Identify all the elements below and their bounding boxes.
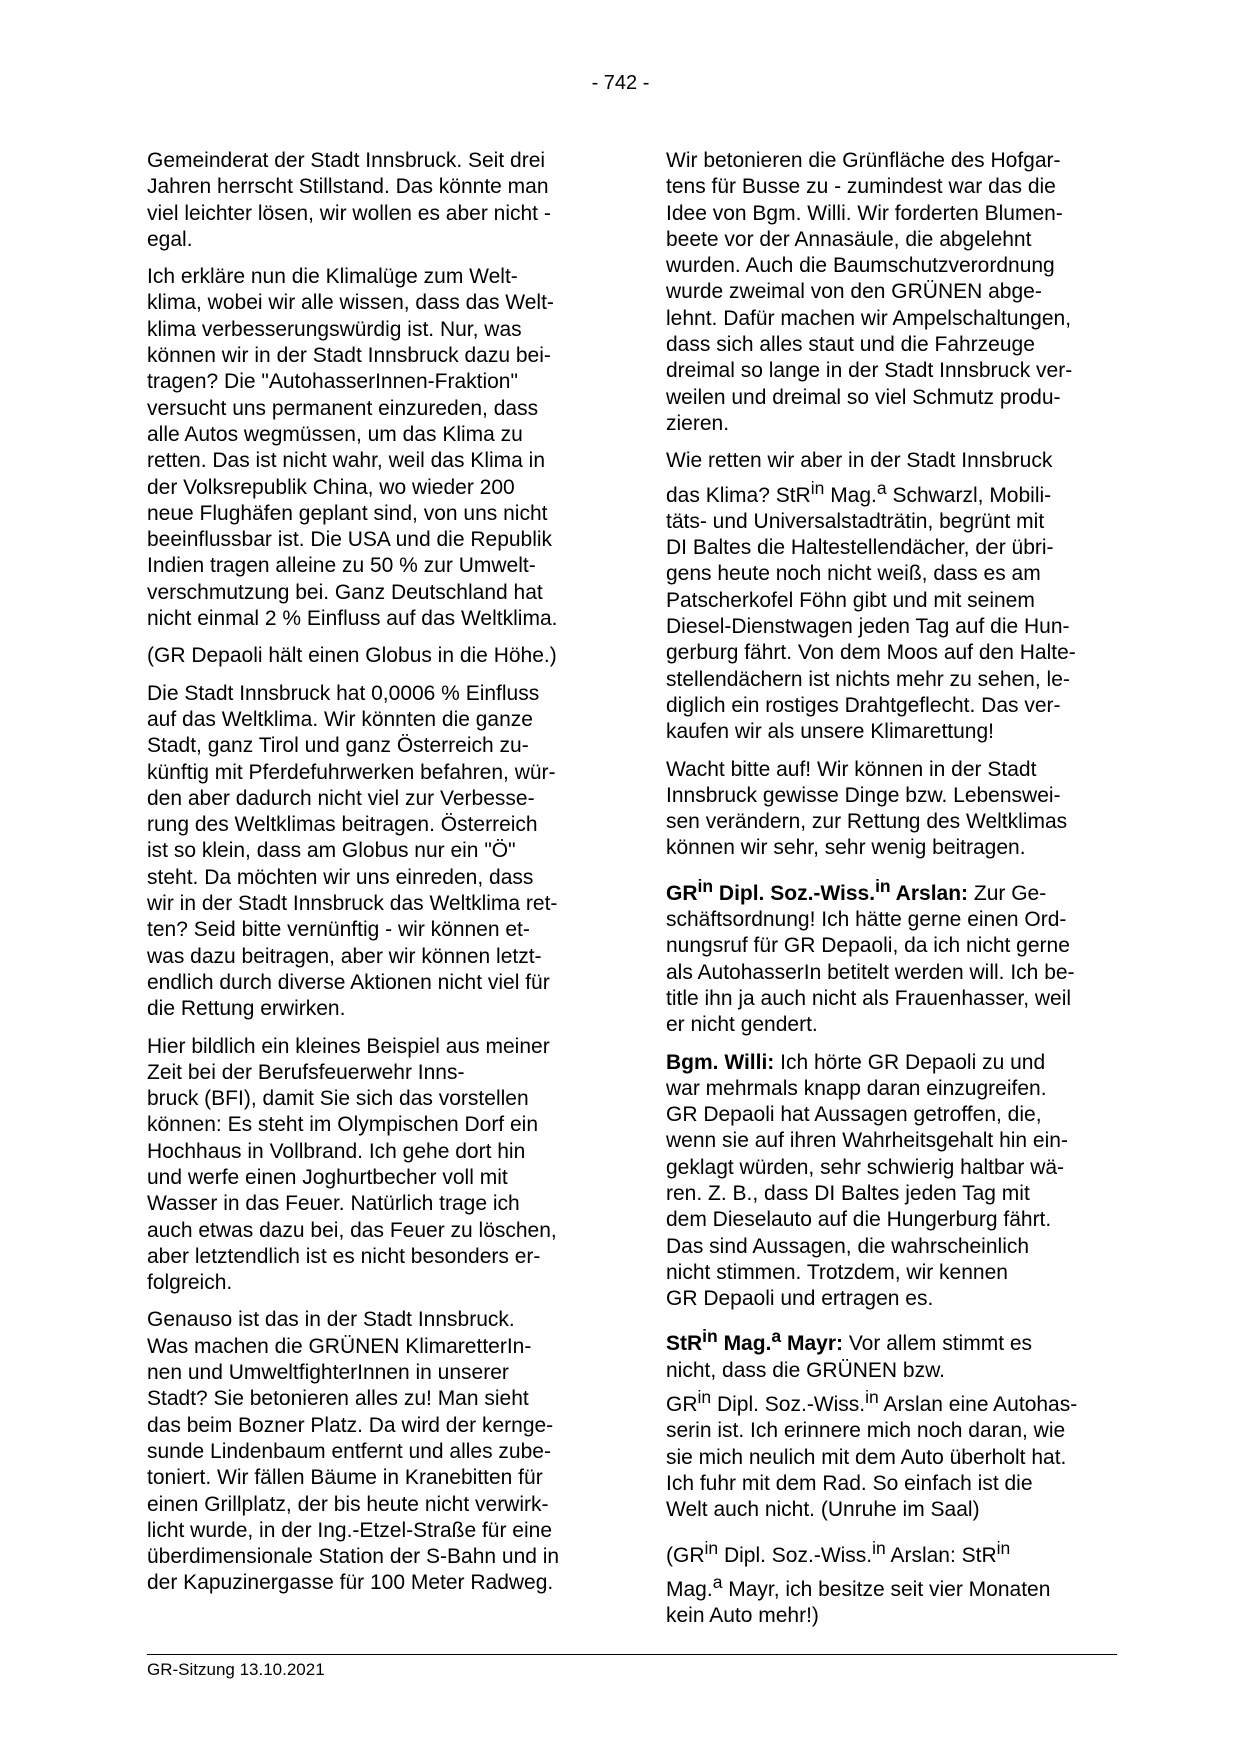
footer-divider [147,1654,1117,1655]
text-run: Mayr, ich besitze seit vier Monaten kein Auto mehr!) [666,1577,1051,1628]
speech-text: Ich hörte GR Depaoli zu und war mehrmals knapp daran einzugreifen. GR Depaoli hat Aussagen getroffen, die, wenn sie auf ihren Wahrheitsgehalt hin ein- geklagt würden, sehr schwierig haltbar wä- ren. Z. B., dass DI Baltes jeden Tag mit dem Dieselauto auf die Hungerburg fährt. Das sind Aussagen, die wahrscheinlich nicht stimmen. Trotzdem, wir kennen GR Depaoli und ertragen es. [666,1050,1068,1311]
superscript: in [810,477,825,498]
text-run: Mag. [666,1577,713,1601]
paragraph: Genauso ist das in der Stadt Innsbruck. Was machen die GRÜNEN KlimaretterIn- nen und UmweltfighterInnen in unserer Stadt? Sie betonieren alles zu! Man sieht das beim Bozner Platz. Da wird der kernge- sunde Lindenbaum entfernt und alles zube- toniert. Wir fällen Bäume in Kranebitten für einen Grillplatz, der bis heute nicht verwirk- licht wurde, in der Ing.-Etzel-Straße für eine überdimensionale Station der S-Bahn und in der Kapuzinergasse für 100 Meter Radweg. [147,1308,560,1595]
superscript: a [771,1326,782,1347]
superscript: in [702,1326,718,1347]
speech-text: Arslan eine Autohas- serin ist. Ich erinnere mich noch daran, wie sie mich neulich mit dem Auto überholt hat. Ich fuhr mit dem Rad. So einfach ist die Welt auch nicht. (Unruhe im Saal) [666,1393,1078,1522]
paragraph: Die Stadt Innsbruck hat 0,0006 % Einfluss auf das Weltklima. Wir könnten die ganze Stadt, ganz Tirol und ganz Österreich zu- künftig mit Pferdefuhrwerken befahren, wür- den aber dadurch nicht viel zur Verbesse- rung des Weltklimas beitragen. Österreich ist so klein, dass am Globus nur ein "Ö" steht. Da möchten wir uns einreden, dass wir in der Stadt Innsbruck das Weltklima ret- ten? Seid bitte vernünftig - wir können et- was dazu beitragen, aber wir können letzt- endlich durch diverse Aktionen nicht viel für die Rettung erwirken. [147,681,558,1021]
paragraph [666,448,1116,745]
speech-paragraph [666,1323,1116,1523]
paragraph: Wacht bitte auf! Wir können in der Stadt Innsbruck gewisse Dinge bzw. Lebenswei- sen verändern, zur Rettung des Weltklimas können wir sehr, sehr wenig beitragen. [666,757,1068,860]
paragraph: Gemeinderat der Stadt Innsbruck. Seit drei Jahren herrscht Stillstand. Das könnte man viel leichter lösen, wir wollen es aber nicht - egal. [147,149,551,251]
superscript: in [865,1387,879,1408]
text-run: Arslan: StR [885,1543,997,1567]
superscript: in [875,875,891,896]
text-run: (GR [666,1543,705,1567]
speech-text: Vor allem stimmt es nicht, dass die GRÜNEN bzw. GR [666,1332,1033,1417]
text-run: Mayr: [781,1332,843,1356]
text-run: Mag. [717,1332,772,1356]
speech-text: Dipl. Soz.-Wiss. [711,1393,866,1417]
superscript: a [876,477,887,498]
paragraph: (GR Depaoli hält einen Globus in die Höhe.) [147,644,557,668]
superscript: in [697,1387,712,1408]
paragraph: Hier bildlich ein kleines Beispiel aus meiner Zeit bei der Berufsfeuerwehr Inns- bruck (BFI), damit Sie sich das vorstellen können: Es steht im Olympischen Dorf ein Hochhaus in Vollbrand. Ich gehe dort hin und werfe einen Joghurtbecher voll mit Wasser in das Feuer. Natürlich trage ich auch etwas dazu bei, das Feuer zu löschen, aber letztendlich ist es nicht besonders er- folgreich. [147,1034,557,1295]
paragraph: Ich erkläre nun die Klimalüge zum Welt- klima, wobei wir alle wissen, dass das Welt- klima verbesserungswürdig ist. Nur, was können wir in der Stadt Innsbruck dazu bei- tragen? Die "AutohasserInnen-Fraktion" versucht uns permanent einzureden, dass alle Autos wegmüssen, um das Klima zu retten. Das ist nicht wahr, weil das Klima in der Volksrepublik China, wo wieder 200 neue Flughäfen geplant sind, von uns nicht beeinflussbar ist. Die USA und die Republik Indien tragen alleine zu 50 % zur Umwelt- verschmutzung bei. Ganz Deutschland hat nicht einmal 2 % Einfluss auf das Weltklima. [147,265,558,631]
text-run: Dipl. Soz.-Wiss. [718,1543,873,1567]
footer-text: GR-Sitzung 13.10.2021 [147,1660,325,1679]
speaker-name [666,1326,843,1356]
text-run: Arslan: [890,881,969,905]
right-column [666,148,1116,1640]
speech-paragraph [666,1050,1116,1313]
speaker-name: Bgm. Willi: [666,1050,775,1074]
page-number: - 742 - [591,72,650,94]
superscript: in [872,1537,886,1558]
superscript: in [697,875,714,896]
speech-paragraph [666,873,1116,1039]
superscript: in [704,1537,719,1558]
superscript: a [712,1571,723,1592]
paragraph [666,1535,1116,1630]
text-run: Mag. [824,483,877,507]
text-run: Wie retten wir aber in der Stadt Innsbruck das Klima? StR [666,449,1053,507]
speaker-name [666,875,969,905]
superscript: in [996,1537,1011,1558]
text-run: Dipl. Soz.-Wiss. [713,881,876,905]
text-run: GR [666,881,698,905]
speech-text: Zur Ge- schäftsordnung! Ich hätte gerne einen Ord- nungsruf für GR Depaoli, da ich nicht gerne als AutohasserIn betitelt werden will. Ich be- title ihn ja auch nicht als Frauenhasser, weil er nicht gendert. [666,881,1075,1037]
left-column [147,148,597,1608]
text-run: Schwarzl, Mobili- täts- und Universalstadträtin, begrünt mit DI Baltes die Haltestellendächer, der übri- gens heute noch nicht weiß, dass es am Patscherkofel Föhn gibt und mit seinem Diesel-Dienstwagen jeden Tag auf die Hun- gerburg fährt. Von dem Moos auf den Halte- stellendächern ist nichts mehr zu sehen, le- diglich ein rostiges Drahtgeflecht. Das ver- kaufen wir als unsere Klimarettung! [666,483,1076,744]
paragraph: Wir betonieren die Grünfläche des Hofgar- tens für Busse zu - zumindest war das die Idee von Bgm. Willi. Wir forderten Blumen- beete vor der Annasäule, die abgelehnt wurden. Auch die Baumschutzverordnung wurde zweimal von den GRÜNEN abge- lehnt. Dafür machen wir Ampelschaltungen, dass sich alles staut und die Fahrzeuge dreimal so lange in der Stadt Innsbruck ver- weilen und dreimal so viel Schmutz produ- zieren. [666,149,1073,435]
text-run: StR [666,1332,703,1356]
